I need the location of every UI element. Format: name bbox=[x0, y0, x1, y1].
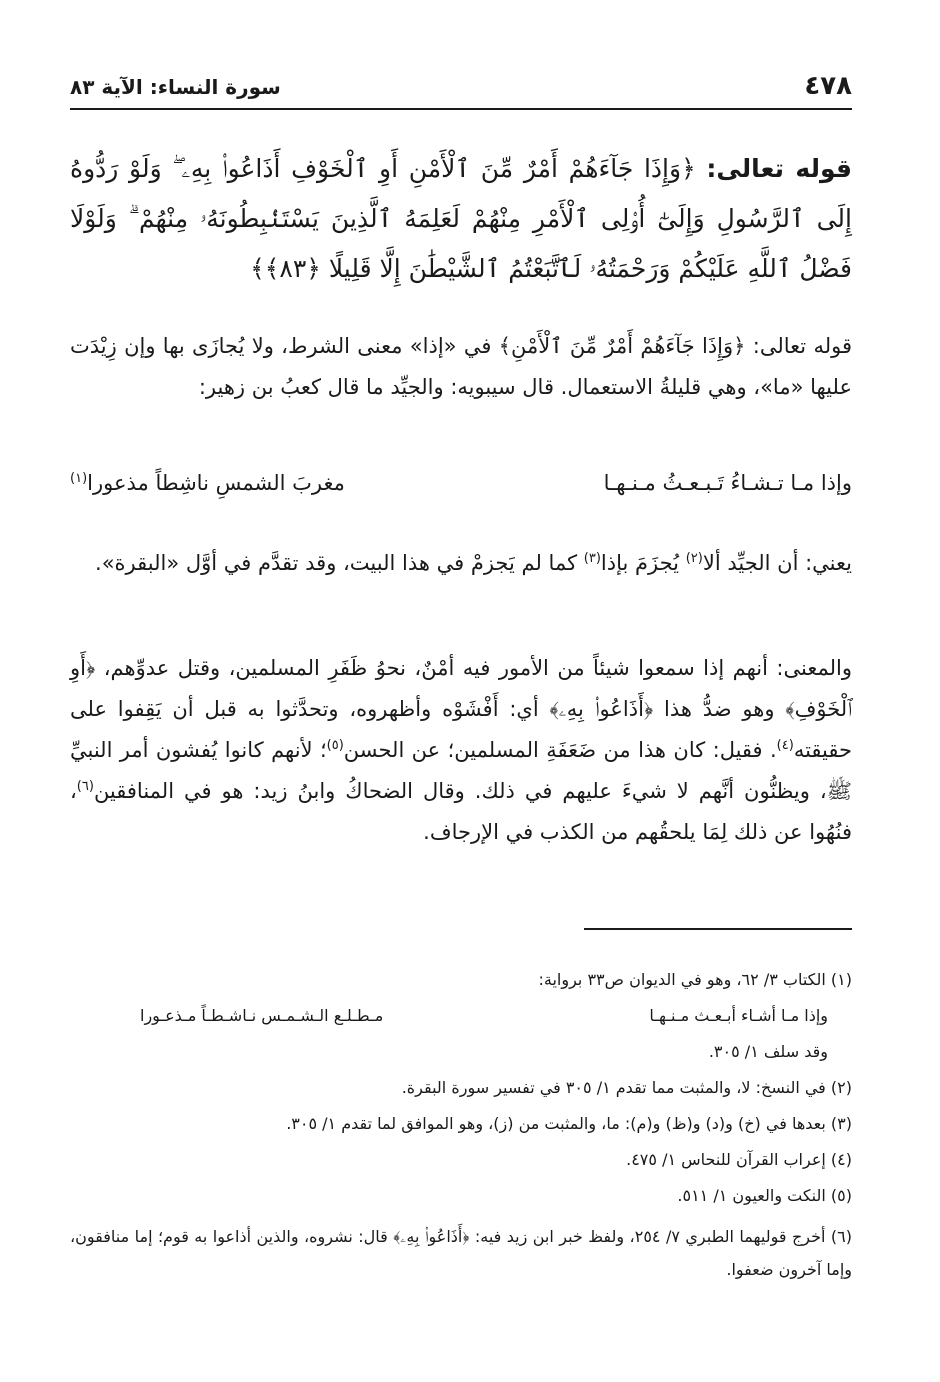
page-number: ٤٧٨ bbox=[804, 71, 852, 101]
footnote-3: (٣) بعدها في (خ) و(د) و(ظ) و(م): ما، والمثبت من (ز)، وهو الموافق لما تقدم ١/ ٣٠٥. bbox=[286, 1114, 852, 1133]
footnotes-section bbox=[70, 962, 852, 1286]
quran-verse-block bbox=[70, 144, 852, 294]
page-header bbox=[70, 68, 852, 110]
poem-second-hemistich-text: مغربَ الشمسِ ناشِطاً مذعورا bbox=[87, 471, 345, 495]
commentary-paragraph-1: قوله تعالى: ﴿وَإِذَا جَآءَهُمْ أَمْرٌ مِّنَ ٱلْأَمْنِ﴾ في «إذا» معنى الشرط، ولا يُجازَى بها وإن زِيْدَت عليها «ما»، وهي قليلةُ الاستعمال. قال سيبويه: والجيِّد ما قال كعبُ بن زهير: bbox=[70, 334, 852, 399]
footnote-1-tail: وقد سلف ١/ ٣٠٥. bbox=[708, 1042, 828, 1061]
verse-intro: قوله تعالى: bbox=[706, 154, 853, 183]
footnote-1-poem bbox=[70, 998, 852, 1034]
running-title: سورة النساء: الآية ٨٣ bbox=[70, 75, 281, 99]
p2-part-c: كما لم يَجزمْ في هذا البيت، وقد تقدَّم في أوَّل «البقرة». bbox=[95, 551, 584, 575]
footnote-ref-3[interactable]: (٣) bbox=[583, 551, 601, 566]
footnote-5: (٥) النكت والعيون ١/ ٥١١. bbox=[677, 1186, 852, 1205]
p3-part-b: . فقيل: كان هذا من ضَعَفَةِ المسلمين؛ عن الحسن bbox=[343, 738, 777, 762]
poem-verse bbox=[70, 463, 852, 503]
p2-part-a: يعني: أن الجيِّد ألا bbox=[702, 551, 852, 575]
footnote-1-poem-first: وإذا مـا أشـاء أبـعـث مـنـهـا bbox=[649, 1006, 828, 1025]
footnote-ref-5[interactable]: (٥) bbox=[326, 738, 344, 753]
poem-first-hemistich: وإذا مـا تـشـاءُ تَـبـعـثُ مـنـهـا bbox=[603, 471, 852, 495]
footnote-6: (٦) أخرج قوليهما الطبري ٧/ ٢٥٤، ولفظ خبر ابن زيد فيه: ﴿أَذَاعُوا۟ بِهِۦ﴾ قال: نشروه، والذين أذاعوا به قوم؛ إما منافقون، وإما آخرون ضعفوا. bbox=[70, 1227, 852, 1279]
verse-text: ﴿وَإِذَا جَآءَهُمْ أَمْرٌ مِّنَ ٱلْأَمْنِ أَوِ ٱلْخَوْفِ أَذَاعُوا۟ بِهِۦ ۖ وَلَوْ رَدُّوهُ إِلَى ٱلرَّسُولِ وَإِلَىٰٓ أُو۟لِى ٱلْأَمْرِ مِنْهُمْ لَعَلِمَهُ ٱلَّذِينَ يَسْتَنۢبِطُونَهُۥ مِنْهُمْ ۗ وَلَوْلَا فَضْلُ ٱللَّهِ عَلَيْكُمْ وَرَحْمَتُهُۥ لَٱتَّبَعْتُمُ ٱلشَّيْطَٰنَ إِلَّا قَلِيلًا ﴿٨٣﴾﴾ bbox=[70, 154, 852, 283]
commentary-paragraph-3 bbox=[70, 648, 852, 853]
p3-part-a: والمعنى: أنهم إذا سمعوا شيئاً من الأمور فيه أمْنٌ، نحوُ ظَفَرِ المسلمين، وقتل عدوِّهم، ﴿أَوِ ٱلْخَوْفِ﴾ وهو ضدُّ هذا ﴿أَذَاعُوا۟ بِهِۦ﴾ أي: أَفْشَوْه وأظهروه، وتحدَّثوا به قبل أن يَقِفوا على حقيقته bbox=[70, 656, 852, 762]
footnote-divider bbox=[584, 928, 852, 930]
footnote-ref-6[interactable]: (٦) bbox=[76, 779, 94, 794]
commentary-paragraph-2 bbox=[70, 543, 852, 584]
footnote-1: (١) الكتاب ٣/ ٦٢، وهو في الديوان ص٣٣ برواية: bbox=[538, 970, 852, 989]
p3-part-d: ، فنُهُوا عن ذلك لِمَا يلحقُهم من الكذب في الإرجاف. bbox=[70, 779, 852, 844]
footnote-4: (٤) إعراب القرآن للنحاس ١/ ٤٧٥. bbox=[626, 1150, 852, 1169]
footnote-ref-4[interactable]: (٤) bbox=[776, 738, 794, 753]
poem-second-hemistich bbox=[70, 463, 345, 503]
p3-part-c: ؛ لأنهم كانوا يُفشون أمر النبيِّ ﷺ، ويظنُّون أنَّهم لا شيءَ عليهم في ذلك. وقال الضحاكُ وابنُ زيد: هو في المنافقين bbox=[70, 738, 852, 803]
footnote-ref-2[interactable]: (٢) bbox=[685, 551, 703, 566]
footnote-1-poem-second: مـطـلـع الـشـمـس نـاشـطـاً مـذعـورا bbox=[140, 1006, 384, 1025]
p2-part-b: يُجزَمَ بإذا bbox=[600, 551, 686, 575]
footnote-2: (٢) في النسخ: لا، والمثبت مما تقدم ١/ ٣٠٥ في تفسير سورة البقرة. bbox=[401, 1078, 852, 1097]
footnote-ref-1[interactable]: (١) bbox=[70, 471, 88, 486]
